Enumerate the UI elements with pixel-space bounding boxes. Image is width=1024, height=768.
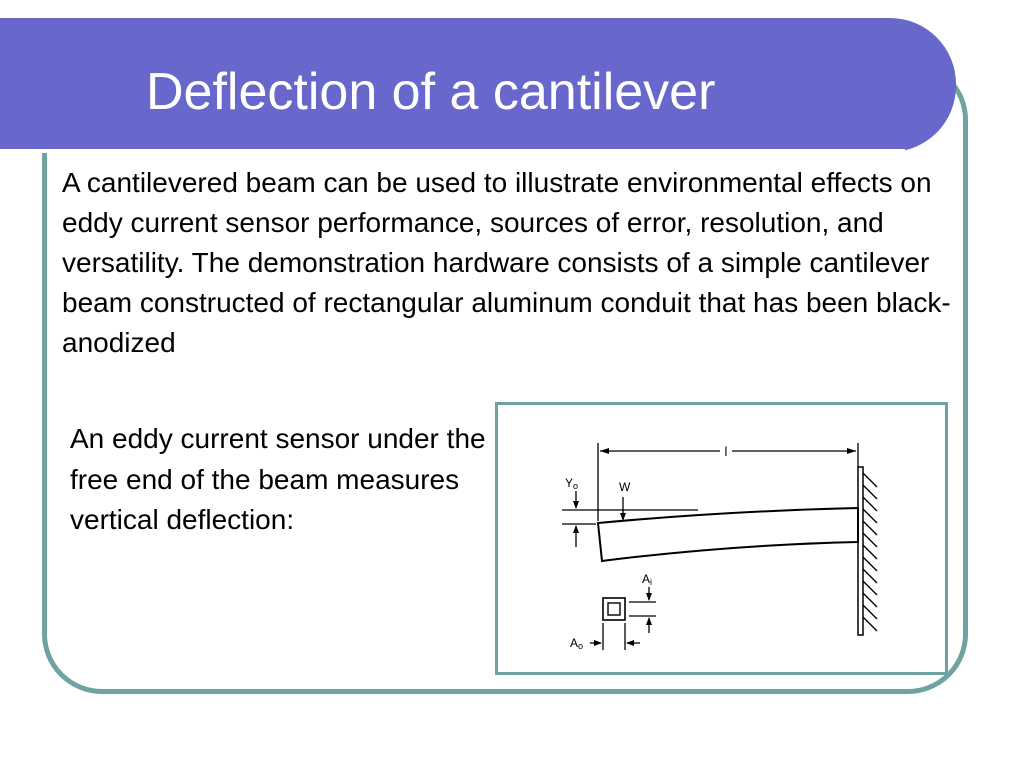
wall-support [858,467,863,635]
ai-label: Ai [642,572,653,587]
beam [598,508,858,561]
yo-arrow-top [573,501,579,509]
title-underline [0,149,905,153]
yo-arrow-bottom [573,525,579,533]
yo-label: Yo [565,476,579,491]
ai-arrow-bottom [646,617,652,625]
intro-paragraph: A cantilevered beam can be used to illustrate environmental effects on eddy current sensor performance, sources of error, resolution, and versatility. The demonstration hardware consists of a simple cantilever beam constructed of rectangular aluminum conduit that has been black-anodized [62,167,951,358]
length-arrow-left [600,448,609,454]
wall-hatching [863,473,877,631]
cantilever-drawing [498,405,945,672]
ai-arrow-top [646,593,652,601]
length-arrow-right [847,448,856,454]
ao-label: Ao [570,636,584,651]
slide-title: Deflection of a cantilever [146,63,716,121]
ao-arrow-left [594,640,602,646]
w-label: W [619,480,631,494]
sensor-paragraph: An eddy current sensor under the free end of the beam measures vertical deflection: [70,423,486,535]
cantilever-diagram [495,402,948,675]
title-bar [0,18,956,152]
ao-arrow-right [626,640,634,646]
sensor-inner [608,603,620,615]
length-label: l [724,444,728,459]
